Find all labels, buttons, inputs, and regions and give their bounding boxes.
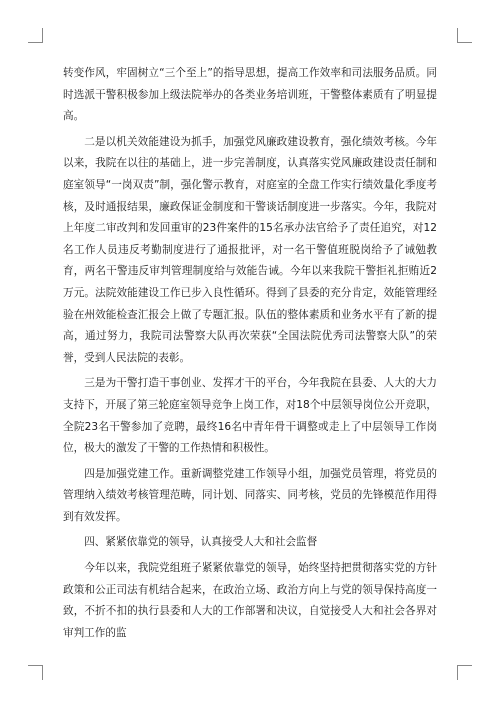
document-body [63, 63, 437, 648]
crop-mark-top-right [457, 28, 472, 43]
paragraph-supervision: 今年以来，我院党组班子紧紧依靠党的领导，始终坚持把贯彻落实党的方针政策和公正司法有机结合起来，在政治立场、政治方向上与党的领导保持高度一致，不折不扣的执行县委和人大的工作部署和决议，自觉接受人大和社会各界对审判工作的监 [63, 562, 437, 639]
crop-mark-bottom-right [457, 665, 472, 680]
paragraph-continued: 转变作风，牢固树立“三个至上”的指导思想，提高工作效率和司法服务品质。同时选派干警积极参加上级法院举办的各类业务培训班，干警整体素质有了明显提高。 [63, 67, 437, 123]
crop-mark-bottom-left [28, 665, 43, 680]
section-heading: 四、紧紧依靠党的领导，认真接受人大和社会监督 [84, 536, 318, 549]
paragraph-efficiency: 二是以机关效能建设为抓手，加强党风廉政建设教育，强化绩效考核。今年以来，我院在以往的基础上，进一步完善制度，认真落实党风廉政建设责任制和庭室领导“一岗双责”制，强化警示教育，对庭室的全盘工作实行绩效量化季度考核，及时通报结果，廉政保证金制度和干警谈话制度进一步落实。今年，我院对上年度二审改判和发回重审的23件案件的15名承办法官给予了责任追究，对12名工作人员违反考勤制度进行了通报批评，对一名干警值班脱岗给予了诫勉教育，两名干警违反审判管理制度给与效能告诫。今年以来我院干警拒礼拒贿近2万元。法院效能建设工作已步入良性循环。得到了县委的充分肯定，效能管理经验在州效能检查汇报会上做了专题汇报。队伍的整体素质和业务水平有了新的提高，通过努力，我院司法警察大队再次荣获“全国法院优秀司法警察大队”的荣誉，受到人民法院的表彰。 [63, 135, 437, 364]
paragraph-platform: 三是为干警打造干事创业、发挥才干的平台，今年我院在县委、人大的大力支持下，开展了第三轮庭室领导竞争上岗工作，对18个中层领导岗位公开竞职，全院23名干警参加了竞聘，最终16名中青年骨干调整或走上了中层领导工作岗位，极大的激发了干警的工作热情和积极性。 [63, 377, 437, 455]
paragraph-party-building: 四是加强党建工作。重新调整党建工作领导小组，加强党员管理，将党员的管理纳入绩效考核管理范畴，同计划、同落实、同考核，党员的先锋模范作用得到有效发挥。 [63, 467, 437, 523]
crop-mark-top-left [28, 28, 43, 43]
